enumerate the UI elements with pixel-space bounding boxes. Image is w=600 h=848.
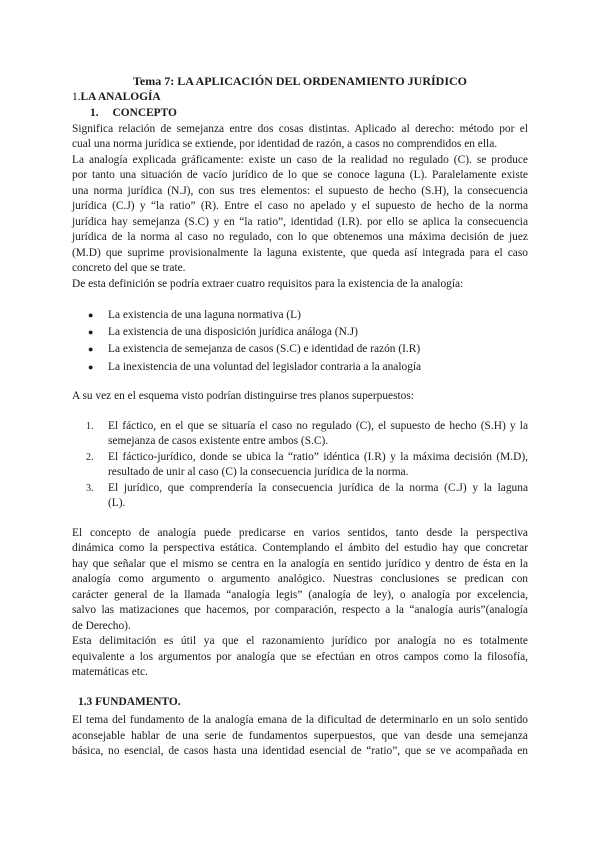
paragraph-line: Significa relación de semejanza entre dos cosas distintas. Aplicado al derecho: método por el xyxy=(72,123,528,135)
bullet-icon: ● xyxy=(88,344,94,354)
list-item: La inexistencia de una voluntad del legislador contraria a la analogía xyxy=(108,361,422,373)
list-number: 3. xyxy=(86,483,94,494)
list-item: (L). xyxy=(108,497,126,509)
paragraph-line: A su vez en el esquema visto podrían distinguirse tres planos superpuestos: xyxy=(72,390,414,402)
paragraph-line: La analogía explicada gráficamente: existe un caso de la realidad no regulado (C). se produce xyxy=(72,154,528,166)
paragraph-line: dinámica como la perspectiva estática. Contemplando el ámbito del estudio hay que concretar xyxy=(72,542,528,554)
subsection-heading-fundamento: 1.3 FUNDAMENTO. xyxy=(78,696,181,708)
paragraph-line: equivalente a los argumentos por analogía que se efectúan en otros campos como la filosofía, xyxy=(72,651,528,663)
paragraph-line: aconsejable hablar de una serie de fundamentos superpuestos, que van desde una semejanza xyxy=(72,730,528,742)
bullet-icon: ● xyxy=(88,310,94,320)
paragraph-line: cual una norma jurídica se extiende, por identidad de razón, a casos no comprendidos en ella. xyxy=(72,138,498,150)
subsection-number: 1. xyxy=(90,107,99,119)
paragraph-line: De esta definición se podría extraer cuatro requisitos para la existencia de la analogía: xyxy=(72,278,464,290)
paragraph-line: concreto del que se trate. xyxy=(72,262,186,274)
list-item: El jurídico, que comprendería la consecuencia jurídica de la norma (C.J) y la laguna xyxy=(108,482,528,494)
section-number: 1. xyxy=(72,91,81,103)
section-heading-analogia xyxy=(72,90,161,105)
list-number: 1. xyxy=(86,421,94,432)
bullet-icon: ● xyxy=(88,327,94,337)
paragraph-line: Esta delimitación es útil ya que el razonamiento jurídico por analogía no es totalmente xyxy=(72,635,528,647)
list-item: semejanza de casos existente entre ambos (S.C). xyxy=(108,435,329,447)
paragraph-line: de Derecho). xyxy=(72,620,131,632)
paragraph-line: una norma jurídica (N.J), con sus tres elementos: el supuesto de hecho (S.H), la consecuencia xyxy=(72,185,528,197)
list-item: La existencia de semejanza de casos (S.C) e identidad de razón (I.R) xyxy=(108,343,421,355)
paragraph-line: El tema del fundamento de la analogía emana de la dificultad de determinarlo en un solo sentido xyxy=(72,714,528,726)
paragraph-line: analogía como argumento o argumento analógico. Nuestras conclusiones se predican con xyxy=(72,573,528,585)
paragraph-line: (M.D) que suprime provisionalmente la laguna existente, que queda así integrada para el caso xyxy=(72,247,528,259)
list-item: resultado de unir al caso (C) la consecuencia jurídica de la norma. xyxy=(108,466,409,478)
section-title: LA ANALOGÍA xyxy=(80,91,161,103)
paragraph-line: carácter general de la llamada “analogía legis” (analogía de ley), o analogía por excelencia, xyxy=(72,589,528,601)
paragraph-line: jurídica de la norma al caso no regulado, con lo que obtenemos una máxima decisión de juez xyxy=(72,231,528,243)
paragraph-line: jurídica hay semejanza (S.C) y en “la ratio”, identidad (I.R). por ello se aplica la consecuencia xyxy=(72,216,528,228)
paragraph-line: jurídica (C.J) y “la ratio” (R). Entre el caso no apelado y el supuesto de hecho de la norma xyxy=(72,200,528,212)
paragraph-line: El concepto de analogía puede predicarse en varios sentidos, tanto desde la perspectiva xyxy=(72,527,528,539)
subsection-heading-concepto xyxy=(90,106,177,121)
paragraph-line: hay que señalar que el mismo se centra en la analogía en sentido jurídico y dentro de ésta en la xyxy=(72,558,528,570)
list-item: La existencia de una disposición jurídica análoga (N.J) xyxy=(108,326,358,338)
page-title: Tema 7: LA APLICACIÓN DEL ORDENAMIENTO JURÍDICO xyxy=(132,74,468,88)
paragraph-line: matemáticas etc. xyxy=(72,666,148,678)
paragraph-line: por tanto una situación de vacío jurídico de lo que se conoce laguna (L). Paralelamente existe xyxy=(72,169,528,181)
list-item: La existencia de una laguna normativa (L) xyxy=(108,309,301,321)
subsection-title: CONCEPTO xyxy=(112,107,177,119)
list-number: 2. xyxy=(86,452,94,463)
list-item: El fáctico-jurídico, donde se ubica la “ratio” idéntica (I.R) y la máxima decisión (M.D), xyxy=(108,451,528,463)
bullet-icon: ● xyxy=(88,362,94,372)
paragraph-line: salvo las matizaciones que hacemos, por comparación, respecto a la “analogía auris”(analogía xyxy=(72,604,528,616)
paragraph-line: básica, no esencial, de casos hasta una identidad esencial de “ratio”, que se ve acompañada en xyxy=(72,745,528,757)
list-item: El fáctico, en el que se situaría el caso no regulado (C), el supuesto de hecho (S.H) y la xyxy=(108,420,528,432)
